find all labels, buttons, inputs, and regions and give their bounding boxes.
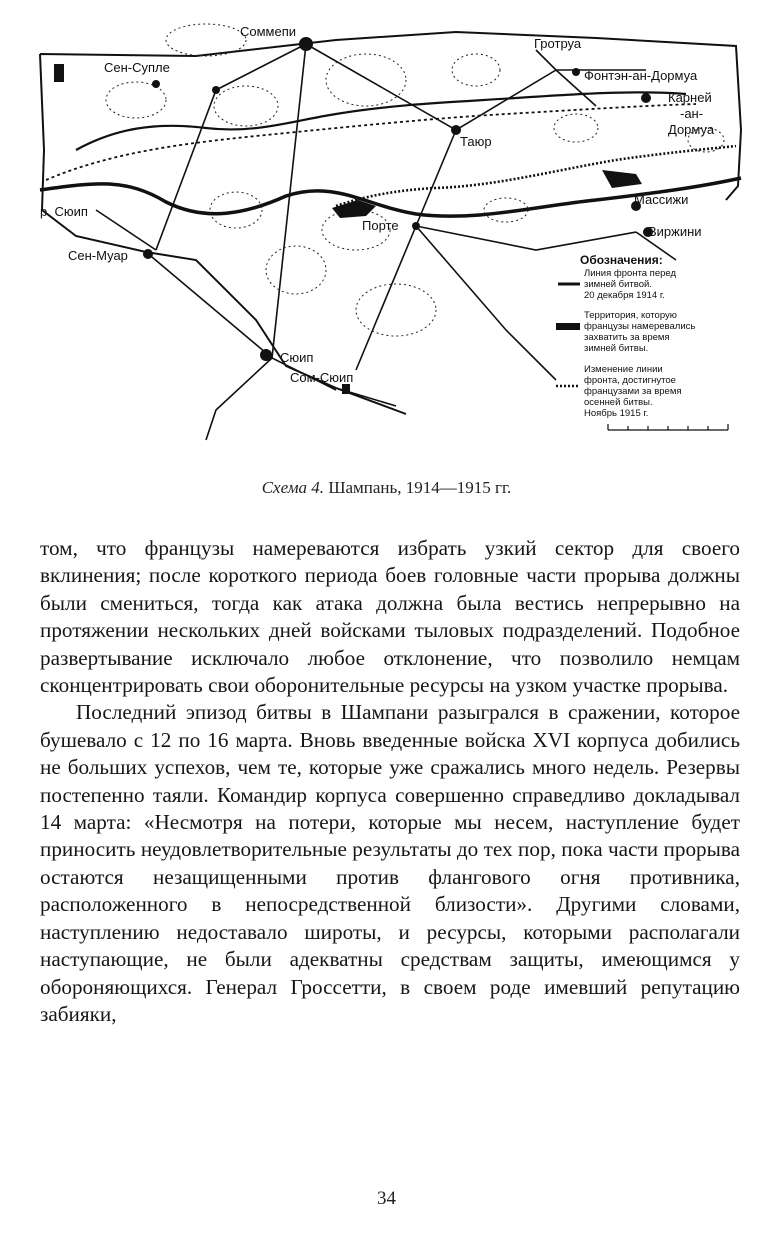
- caption-text: Шампань, 1914—1915 гг.: [328, 478, 512, 497]
- river-upper: [76, 92, 686, 150]
- label-virzhini: Виржини: [648, 224, 702, 239]
- legend-item3-line5: Ноябрь 1915 г.: [584, 408, 649, 419]
- label-karney-1: Карней: [668, 90, 712, 105]
- legend-title: Обозначения:: [580, 253, 663, 267]
- legend-item2-line4: зимней битвы.: [584, 343, 649, 354]
- legend-item3-line4: осенней битвы.: [584, 397, 653, 408]
- page-number: 34: [377, 1188, 396, 1209]
- body-text: [40, 535, 740, 1028]
- map-legend: [556, 253, 728, 430]
- champagne-map: [36, 10, 748, 450]
- legend-item2-line1: Территория, которую: [584, 310, 677, 321]
- label-sen-suppl: Сен-Супле: [104, 60, 170, 75]
- label-grotrua: Гротруа: [534, 36, 582, 51]
- scale-bar: [608, 424, 728, 430]
- legend-item2-line3: захватить за время: [584, 332, 670, 343]
- paragraph-1: том, что французы намереваются избрать узкий сектор для своего вклинения; после короткого периода боев головные части прорыва должны были смениться, тогда как атака должна была вестись непрерывно на протяжении нескольких дней войсками тыловых подразделений. Подобное развертывание исключало любое отклонение, что позволило немцам сконцентрировать свои оборонительные ресурсы на узком участке прорыва.: [40, 536, 740, 698]
- paragraph-2: Последний эпизод битвы в Шампани разыгрался в сражении, которое бушевало с 12 по 16 марта. Вновь введенные войска XVI корпуса добились не больших успехов, чем те, которые уже сражались много недель. Резервы постепенно таяли. Командир корпуса совершенно справедливо докладывал 14 марта: «Несмотря на потери, которые мы несем, наступление будет приносить неудовлетворительные результаты до тех пор, пока части прорыва остаются незащищенными против флангового огня противника, расположенного в непосредственной близости». Другими словами, наступлению недоставало широты, и ресурсы, которыми располагали наступающие, не были адекватны средствам защиты, имеющимся у обороняющихся. Генерал Гроссетти, в своем роде имевший репутацию забияки,: [40, 700, 740, 1026]
- label-porte: Порте: [362, 218, 399, 233]
- label-suip: Сюип: [280, 350, 314, 365]
- label-som-suip: Сом-Сюип: [290, 370, 354, 385]
- label-taur: Таюр: [460, 134, 492, 149]
- legend-item1-line3: 20 декабря 1914 г.: [584, 290, 665, 301]
- caption-label: Схема 4.: [261, 478, 325, 497]
- label-sen-muar: Сен-Муар: [68, 248, 128, 263]
- legend-item3-line2: фронта, достигнутое: [584, 375, 676, 386]
- front-line-winter: [46, 104, 696, 180]
- legend-item1-line2: зимней битвой.: [584, 279, 652, 290]
- label-massizhi: Массижи: [634, 192, 689, 207]
- figure-caption: [0, 478, 773, 498]
- label-fonten: Фонтэн-ан-Дормуа: [584, 68, 698, 83]
- legend-item2-line2: французы намеревались: [584, 321, 696, 332]
- label-sommepi: Соммепи: [240, 24, 297, 39]
- label-karney-2: -ан-: [680, 106, 704, 121]
- label-karney-3: Дормуа: [668, 122, 715, 137]
- label-suip-river: р. Сюип: [40, 204, 88, 219]
- legend-item1-line1: Линия фронта перед: [584, 268, 677, 279]
- map-svg: [36, 10, 748, 450]
- legend-item3-line1: Изменение линии: [584, 364, 663, 375]
- legend-item3-line3: французами за время: [584, 386, 682, 397]
